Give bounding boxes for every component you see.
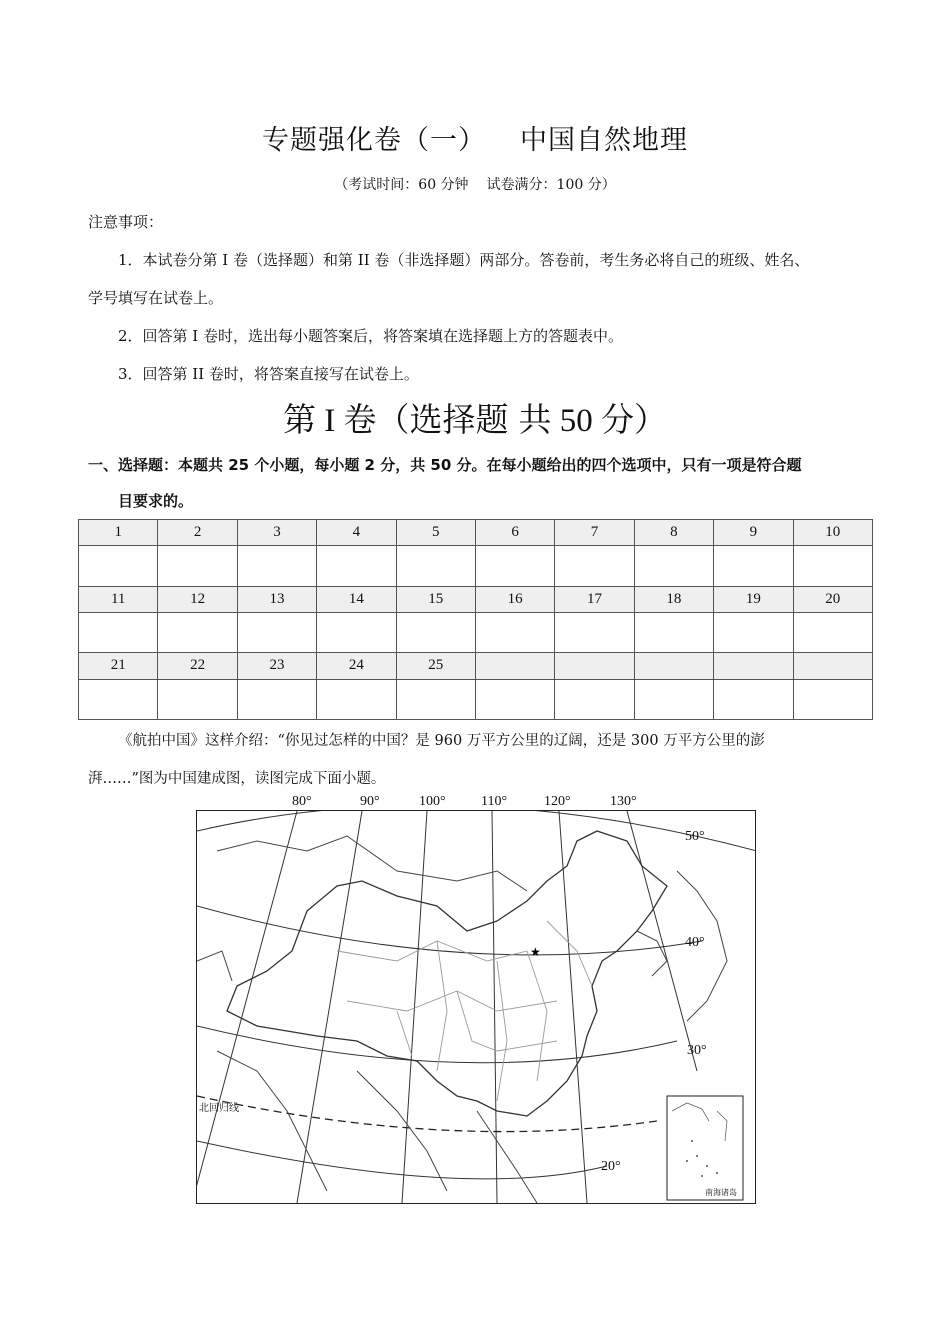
question-number: 19 xyxy=(714,586,793,612)
note-item-1-line-2: 学号填写在试卷上。 xyxy=(88,289,224,307)
answer-cell[interactable] xyxy=(317,612,396,652)
answer-cell[interactable] xyxy=(714,679,793,719)
latitude-label: 30° xyxy=(687,1043,707,1058)
answer-cell[interactable] xyxy=(79,546,158,586)
answer-cell[interactable] xyxy=(634,679,713,719)
inset-label: 南海诸岛 xyxy=(705,1188,737,1197)
longitude-lines xyxy=(197,811,697,1203)
question-number xyxy=(634,653,713,679)
question-number: 14 xyxy=(317,586,396,612)
longitude-label: 90° xyxy=(360,794,380,809)
answer-cell[interactable] xyxy=(793,546,872,586)
answer-cell[interactable] xyxy=(317,679,396,719)
full-score: 试卷满分：100 分） xyxy=(486,177,616,193)
page-title xyxy=(0,118,950,157)
question-number: 2 xyxy=(158,520,237,546)
question-number: 20 xyxy=(793,586,872,612)
notes-heading: 注意事项： xyxy=(88,213,164,231)
answer-cell[interactable] xyxy=(237,546,316,586)
answer-cell[interactable] xyxy=(79,679,158,719)
answer-cell[interactable] xyxy=(634,546,713,586)
answer-cell[interactable] xyxy=(714,546,793,586)
answer-cell[interactable] xyxy=(317,546,396,586)
note-item-3: 3．回答第 II 卷时，将答案直接写在试卷上。 xyxy=(118,365,419,383)
answer-cell[interactable] xyxy=(237,679,316,719)
section-title-part-1: 第 I 卷（选择题 xyxy=(283,403,509,439)
answer-cell[interactable] xyxy=(555,612,634,652)
question-number: 10 xyxy=(793,520,872,546)
answer-cell[interactable] xyxy=(79,612,158,652)
question-number: 8 xyxy=(634,520,713,546)
question-number: 13 xyxy=(237,586,316,612)
neighbour-outlines xyxy=(197,836,727,1203)
answer-cell[interactable] xyxy=(158,679,237,719)
note-item-2: 2．回答第 I 卷时，选出每小题答案后，将答案填在选择题上方的答题表中。 xyxy=(118,327,624,345)
question-number: 11 xyxy=(79,586,158,612)
question-number: 17 xyxy=(555,586,634,612)
answer-cell[interactable] xyxy=(714,612,793,652)
longitude-label: 80° xyxy=(292,794,312,809)
south-china-sea-inset xyxy=(667,1096,743,1200)
answer-cell[interactable] xyxy=(237,612,316,652)
question-number: 24 xyxy=(317,653,396,679)
answer-cell[interactable] xyxy=(475,679,554,719)
question-number: 4 xyxy=(317,520,396,546)
question-number: 6 xyxy=(475,520,554,546)
passage-line-1: 《航拍中国》这样介绍：“你见过怎样的中国？是 960 万平方公里的辽阔，还是 300 万平方公里的澎 xyxy=(118,733,765,749)
answer-table xyxy=(78,519,873,720)
answer-row xyxy=(79,546,873,586)
latitude-label: 20° xyxy=(601,1159,621,1174)
exam-info xyxy=(0,174,950,194)
question-number: 23 xyxy=(237,653,316,679)
china-outline xyxy=(227,831,667,1116)
title-left: 专题强化卷（一） xyxy=(262,125,486,156)
question-number xyxy=(475,653,554,679)
question-number: 1 xyxy=(79,520,158,546)
tropic-of-cancer xyxy=(197,1096,657,1132)
question-number: 7 xyxy=(555,520,634,546)
answer-cell[interactable] xyxy=(158,546,237,586)
answer-cell[interactable] xyxy=(555,679,634,719)
tropic-label: 北回归线 xyxy=(199,1103,239,1114)
province-boundaries xyxy=(337,921,592,1101)
question-number: 12 xyxy=(158,586,237,612)
exam-time: （考试时间：60 分钟 xyxy=(334,177,469,193)
section-title xyxy=(0,394,950,441)
longitude-label: 120° xyxy=(544,794,571,809)
longitude-label: 110° xyxy=(481,794,508,809)
latitude-label: 50° xyxy=(685,829,705,844)
question-number xyxy=(555,653,634,679)
beijing-star-icon: ★ xyxy=(530,945,541,959)
question-number: 21 xyxy=(79,653,158,679)
answer-table-header-row xyxy=(79,653,873,679)
longitude-label: 100° xyxy=(419,794,446,809)
instruction-line-2: 目要求的。 xyxy=(118,492,194,510)
answer-table-header-row xyxy=(79,520,873,546)
instruction-line-1: 一、选择题：本题共 25 个小题，每小题 2 分，共 50 分。在每小题给出的四个选项中，只有一项是符合题 xyxy=(88,456,802,474)
question-number: 18 xyxy=(634,586,713,612)
china-map-graphic xyxy=(197,811,755,1203)
question-number: 15 xyxy=(396,586,475,612)
answer-cell[interactable] xyxy=(158,612,237,652)
answer-cell[interactable] xyxy=(793,679,872,719)
title-right: 中国自然地理 xyxy=(520,125,688,156)
note-item-1-line-1: 1．本试卷分第 I 卷（选择题）和第 II 卷（非选择题）两部分。答卷前，考生务必将自己的班级、姓名、 xyxy=(118,251,810,269)
passage-line-2: 湃……”图为中国建成图，读图完成下面小题。 xyxy=(88,771,386,787)
answer-cell[interactable] xyxy=(475,612,554,652)
section-title-part-2: 共 50 分） xyxy=(518,403,667,439)
answer-row xyxy=(79,612,873,652)
question-number: 22 xyxy=(158,653,237,679)
answer-cell[interactable] xyxy=(396,612,475,652)
answer-cell[interactable] xyxy=(555,546,634,586)
question-number: 25 xyxy=(396,653,475,679)
question-number xyxy=(793,653,872,679)
question-number: 16 xyxy=(475,586,554,612)
answer-row xyxy=(79,679,873,719)
china-map xyxy=(196,810,756,1204)
answer-cell[interactable] xyxy=(396,546,475,586)
question-number xyxy=(714,653,793,679)
answer-table-header-row xyxy=(79,586,873,612)
latitude-label: 40° xyxy=(685,935,705,950)
longitude-label: 130° xyxy=(610,794,637,809)
question-number: 9 xyxy=(714,520,793,546)
answer-cell[interactable] xyxy=(396,679,475,719)
answer-cell[interactable] xyxy=(475,546,554,586)
answer-cell[interactable] xyxy=(793,612,872,652)
question-number: 3 xyxy=(237,520,316,546)
answer-cell[interactable] xyxy=(634,612,713,652)
question-number: 5 xyxy=(396,520,475,546)
